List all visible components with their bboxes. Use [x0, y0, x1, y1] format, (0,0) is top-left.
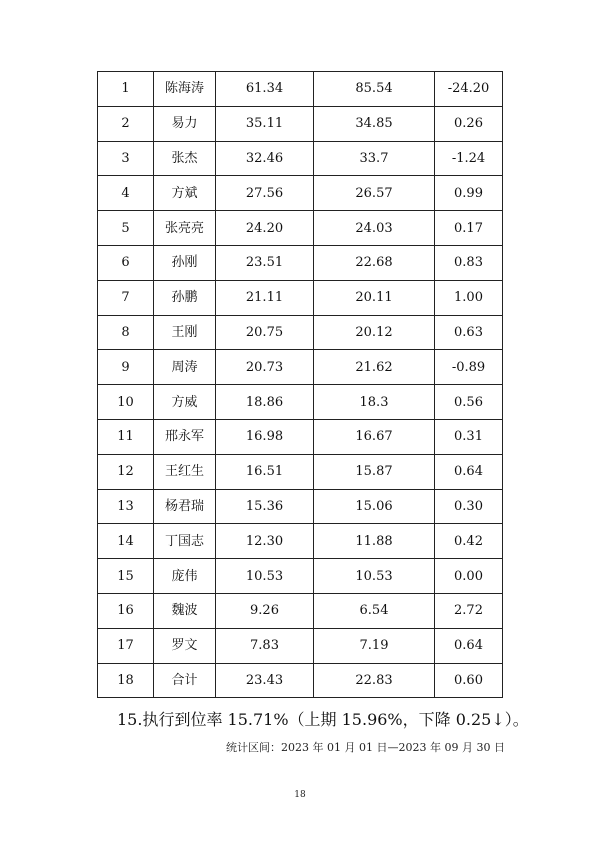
rank-cell: 4 — [98, 176, 154, 211]
name-cell: 丁国志 — [154, 524, 216, 559]
previous-value-cell: 18.3 — [314, 385, 435, 420]
name-cell: 孙刚 — [154, 245, 216, 280]
rank-cell: 17 — [98, 628, 154, 663]
section-heading-text: 15.执行到位率 15.71%（上期 15.96%，下降 0.25↓） — [117, 710, 513, 729]
name-cell: 周涛 — [154, 350, 216, 385]
current-value-cell: 9.26 — [216, 593, 314, 628]
previous-value-cell: 11.88 — [314, 524, 435, 559]
table-row — [98, 350, 503, 385]
section-heading-period: 。 — [512, 710, 529, 729]
table-row — [98, 593, 503, 628]
previous-value-cell: 7.19 — [314, 628, 435, 663]
change-value-cell: 0.64 — [435, 628, 503, 663]
name-cell: 王刚 — [154, 315, 216, 350]
current-value-cell: 32.46 — [216, 141, 314, 176]
change-value-cell: 0.00 — [435, 559, 503, 594]
rank-cell: 11 — [98, 419, 154, 454]
rank-cell: 7 — [98, 280, 154, 315]
rank-cell: 14 — [98, 524, 154, 559]
name-cell: 庞伟 — [154, 559, 216, 594]
name-cell: 合计 — [154, 663, 216, 698]
previous-value-cell: 24.03 — [314, 211, 435, 246]
rank-cell: 16 — [98, 593, 154, 628]
table-row — [98, 385, 503, 420]
change-value-cell: 1.00 — [435, 280, 503, 315]
change-value-cell: 0.26 — [435, 106, 503, 141]
table-row — [98, 72, 503, 107]
previous-value-cell: 22.68 — [314, 245, 435, 280]
table-row — [98, 628, 503, 663]
previous-value-cell: 6.54 — [314, 593, 435, 628]
rank-cell: 1 — [98, 72, 154, 107]
name-cell: 王红生 — [154, 454, 216, 489]
change-value-cell: 2.72 — [435, 593, 503, 628]
name-cell: 张亮亮 — [154, 211, 216, 246]
change-value-cell: 0.99 — [435, 176, 503, 211]
table-row — [98, 315, 503, 350]
change-value-cell: 0.64 — [435, 454, 503, 489]
previous-value-cell: 15.87 — [314, 454, 435, 489]
rank-cell: 2 — [98, 106, 154, 141]
previous-value-cell: 15.06 — [314, 489, 435, 524]
previous-value-cell: 85.54 — [314, 72, 435, 107]
current-value-cell: 61.34 — [216, 72, 314, 107]
rank-cell: 18 — [98, 663, 154, 698]
change-value-cell: -1.24 — [435, 141, 503, 176]
ranking-table-body — [98, 72, 503, 698]
change-value-cell: -0.89 — [435, 350, 503, 385]
rank-cell: 12 — [98, 454, 154, 489]
change-value-cell: -24.20 — [435, 72, 503, 107]
table-row — [98, 419, 503, 454]
previous-value-cell: 20.12 — [314, 315, 435, 350]
rank-cell: 8 — [98, 315, 154, 350]
current-value-cell: 18.86 — [216, 385, 314, 420]
change-value-cell: 0.31 — [435, 419, 503, 454]
name-cell: 杨君瑞 — [154, 489, 216, 524]
name-cell: 邢永军 — [154, 419, 216, 454]
change-value-cell: 0.83 — [435, 245, 503, 280]
rank-cell: 13 — [98, 489, 154, 524]
current-value-cell: 16.51 — [216, 454, 314, 489]
name-cell: 张杰 — [154, 141, 216, 176]
previous-value-cell: 20.11 — [314, 280, 435, 315]
name-cell: 魏波 — [154, 593, 216, 628]
previous-value-cell: 26.57 — [314, 176, 435, 211]
previous-value-cell: 22.83 — [314, 663, 435, 698]
current-value-cell: 15.36 — [216, 489, 314, 524]
rank-cell: 5 — [98, 211, 154, 246]
previous-value-cell: 34.85 — [314, 106, 435, 141]
name-cell: 方斌 — [154, 176, 216, 211]
name-cell: 易力 — [154, 106, 216, 141]
section-heading — [117, 707, 529, 730]
name-cell: 孙鹏 — [154, 280, 216, 315]
current-value-cell: 7.83 — [216, 628, 314, 663]
rank-cell: 6 — [98, 245, 154, 280]
current-value-cell: 27.56 — [216, 176, 314, 211]
current-value-cell: 20.73 — [216, 350, 314, 385]
name-cell: 陈海涛 — [154, 72, 216, 107]
current-value-cell: 20.75 — [216, 315, 314, 350]
table-row — [98, 454, 503, 489]
table-row — [98, 176, 503, 211]
statistics-period: 统计区间：2023 年 01 月 01 日—2023 年 09 月 30 日 — [226, 741, 505, 754]
ranking-table — [97, 71, 503, 698]
current-value-cell: 10.53 — [216, 559, 314, 594]
table-row — [98, 663, 503, 698]
table-row — [98, 141, 503, 176]
table-row — [98, 280, 503, 315]
table-row — [98, 211, 503, 246]
table-row — [98, 559, 503, 594]
current-value-cell: 12.30 — [216, 524, 314, 559]
rank-cell: 15 — [98, 559, 154, 594]
current-value-cell: 23.43 — [216, 663, 314, 698]
table-row — [98, 106, 503, 141]
rank-cell: 10 — [98, 385, 154, 420]
previous-value-cell: 10.53 — [314, 559, 435, 594]
change-value-cell: 0.60 — [435, 663, 503, 698]
page-number: 18 — [294, 790, 306, 800]
current-value-cell: 23.51 — [216, 245, 314, 280]
table-row — [98, 245, 503, 280]
previous-value-cell: 33.7 — [314, 141, 435, 176]
change-value-cell: 0.63 — [435, 315, 503, 350]
table-row — [98, 489, 503, 524]
previous-value-cell: 21.62 — [314, 350, 435, 385]
rank-cell: 3 — [98, 141, 154, 176]
previous-value-cell: 16.67 — [314, 419, 435, 454]
rank-cell: 9 — [98, 350, 154, 385]
current-value-cell: 16.98 — [216, 419, 314, 454]
change-value-cell: 0.30 — [435, 489, 503, 524]
table-row — [98, 524, 503, 559]
name-cell: 罗文 — [154, 628, 216, 663]
change-value-cell: 0.42 — [435, 524, 503, 559]
current-value-cell: 21.11 — [216, 280, 314, 315]
change-value-cell: 0.17 — [435, 211, 503, 246]
change-value-cell: 0.56 — [435, 385, 503, 420]
name-cell: 方威 — [154, 385, 216, 420]
current-value-cell: 24.20 — [216, 211, 314, 246]
current-value-cell: 35.11 — [216, 106, 314, 141]
